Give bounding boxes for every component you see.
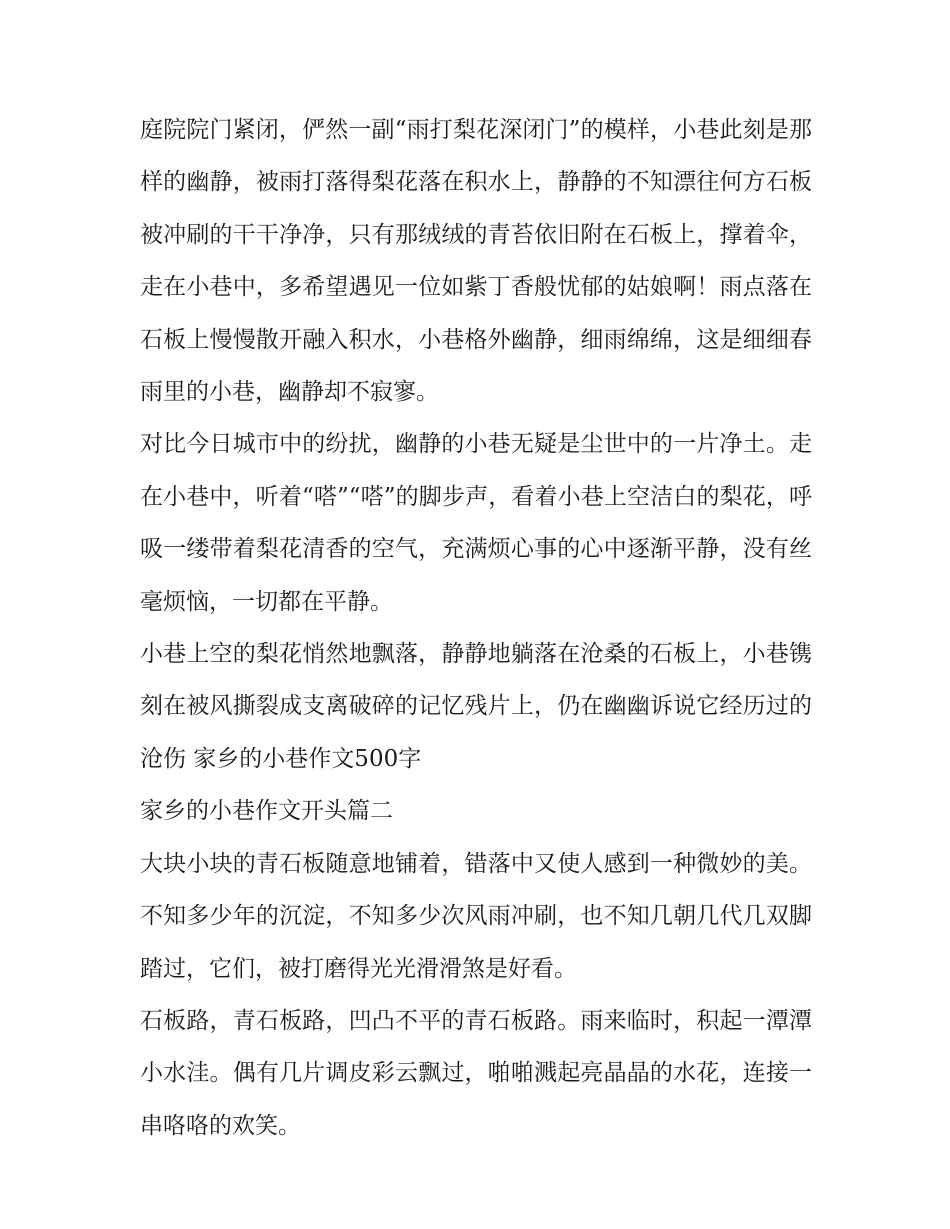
paragraph-city-contrast: 对比今日城市中的纷扰，幽静的小巷无疑是尘世中的一片净土。走在小巷中，听着“嗒”“嗒”的脚步声，看着小巷上空洁白的梨花，呼吸一缕带着梨花清香的空气，充满烦心事的心中逐渐平静，没有丝毫烦恼，一切都在平静。 (140, 431, 812, 615)
paragraph-stone-slabs: 大块小块的青石板随意地铺着，错落中又使人感到一种微妙的美。不知多少年的沉淀，不知多少次风雨冲刷，也不知几朝几代几双脚踏过，它们，被打磨得光光滑滑煞是好看。 (140, 850, 812, 982)
paragraph-falling-blossoms: 小巷上空的梨花悄然地飘落，静静地躺落在沧桑的石板上，小巷镌刻在被风撕裂成支离破碎的记忆残片上，仍在幽幽诉说它经历过的沧伤 家乡的小巷作文500字 (140, 641, 812, 772)
paragraph-rainy-alley: 庭院院门紧闭，俨然一副“雨打梨花深闭门”的模样，小巷此刻是那样的幽静，被雨打落得梨花落在积水上，静静的不知漂往何方石板被冲刷的干干净净，只有那绒绒的青苔依旧附在石板上，撑着伞，走在小巷中，多希望遇见一位如紫丁香般忧郁的姑娘啊！雨点落在石板上慢慢散开融入积水，小巷格外幽静，细雨绵绵，这是细细春雨里的小巷，幽静却不寂寥。 (140, 117, 812, 406)
article-body (140, 104, 812, 1152)
paragraph-stone-road: 石板路，青石板路，凹凸不平的青石板路。雨来临时，积起一潭潭小水洼。偶有几片调皮彩云飘过，啪啪溅起亮晶晶的水花，连接一串咯咯的欢笑。 (140, 1007, 812, 1139)
section-heading: 家乡的小巷作文开头篇二 (140, 798, 393, 825)
